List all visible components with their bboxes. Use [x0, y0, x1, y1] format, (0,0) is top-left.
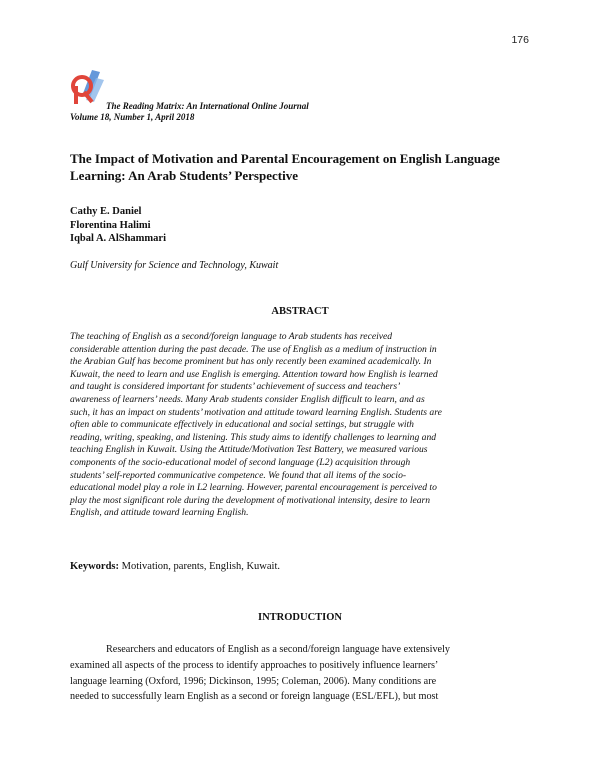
abstract-line: the Arabian Gulf has become prominent but has only recently been examined academically. In — [70, 356, 432, 368]
abstract-line: educational model play a role in L2 learning. However, parental encouragement is perceived to — [70, 482, 437, 494]
body-line: Researchers and educators of English as a second/foreign language have extensively — [106, 644, 450, 655]
abstract-line: Kuwait, the need to learn and use English is emerging. Attention toward how English is learned — [70, 368, 438, 380]
abstract-line: teaching English in Kuwait. Using the Attitude/Motivation Test Battery, we measured various — [70, 444, 428, 456]
title-line: Learning: An Arab Students’ Perspective — [70, 168, 298, 183]
abstract-line: such, it has an impact on students’ motivation and attitude toward learning English. Students are — [70, 406, 442, 418]
journal-volume: Volume 18, Number 1, April 2018 — [70, 112, 195, 122]
abstract-line: and taught is considered important for students’ achievement of success and teachers’ — [70, 381, 401, 393]
abstract-line: students’ self-reported communicative competence. We found that all items of the socio- — [70, 469, 407, 481]
author-name: Cathy E. Daniel — [70, 206, 142, 217]
reading-matrix-logo-icon — [70, 68, 110, 108]
affiliation: Gulf University for Science and Technology, Kuwait — [70, 260, 279, 271]
journal-name: The Reading Matrix: An International Online Journal — [106, 101, 309, 111]
abstract-line: considerable attention during the past decade. The use of English as a medium of instruction in — [70, 343, 437, 355]
paper-title — [70, 150, 540, 184]
body-line: examined all aspects of the process to identify approaches to positively influence learners’ — [70, 659, 439, 671]
abstract-line: English, and attitude toward learning English. — [70, 507, 249, 519]
abstract-line: The teaching of English as a second/foreign language to Arab students has received — [70, 331, 393, 342]
keywords — [70, 561, 280, 572]
body-line: needed to successfully learn English as a second or foreign language (ESL/EFL), but most — [70, 691, 439, 703]
keywords-value: Motivation, parents, English, Kuwait. — [119, 561, 280, 572]
introduction-body — [70, 642, 535, 705]
page-number: 176 — [511, 34, 529, 46]
author-name: Florentina Halimi — [70, 219, 151, 231]
keywords-label: Keywords: — [70, 561, 119, 572]
abstract-line: awareness of learners’ needs. Many Arab students consider English difficult to learn, and as — [70, 393, 425, 405]
author-name: Iqbal A. AlShammari — [70, 233, 166, 244]
introduction-heading: INTRODUCTION — [257, 612, 342, 623]
abstract-body — [70, 331, 532, 520]
author-list — [70, 205, 166, 246]
abstract-line: components of the socio-educational model of second language (L2) acquisition through — [70, 456, 411, 468]
abstract-line: often able to communicate effectively in educational and social settings, but struggle with — [70, 419, 414, 431]
body-line: language learning (Oxford, 1996; Dickinson, 1995; Coleman, 2006). Many conditions are — [70, 675, 437, 687]
title-line: The Impact of Motivation and Parental Encouragement on English Language — [70, 151, 500, 166]
abstract-line: play the most significant role during the development of motivational intensity, desire to learn — [70, 494, 431, 506]
abstract-line: reading, writing, speaking, and listening. This study aims to identify challenges to learning and — [70, 431, 437, 443]
abstract-heading: ABSTRACT — [271, 306, 329, 317]
